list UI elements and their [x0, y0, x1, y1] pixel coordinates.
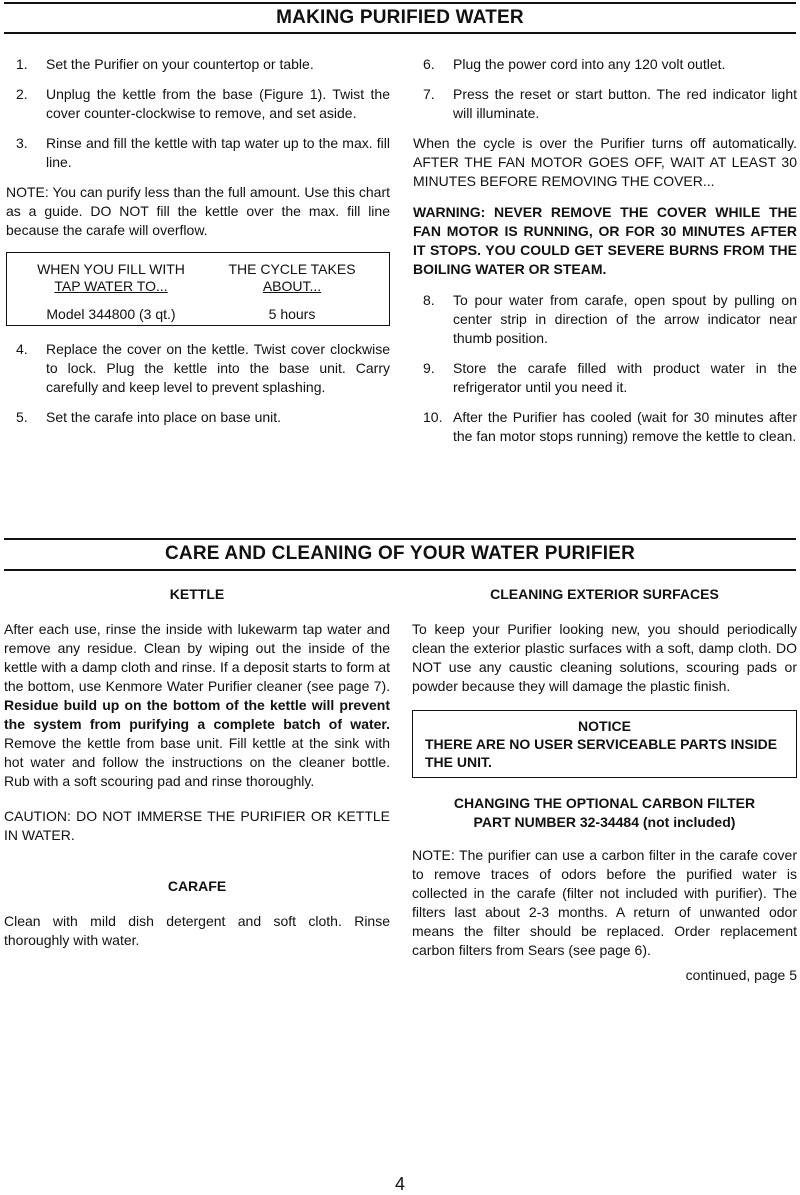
kettle-text: After each use, rinse the inside with lukewarm tap water and remove any residue. Clean by wiping out the inside of the kettle with a damp cloth and rinse. If a deposit starts to form at the bottom, use Kenmore Water Purifier cleaner (see page 7). [4, 621, 390, 694]
step-text: To pour water from carafe, open spout by pulling on center strip in direction of the arrow indicator near thumb position. [453, 292, 797, 346]
step-2 [6, 85, 390, 123]
step-number: 9. [423, 360, 435, 376]
step-7 [413, 85, 797, 123]
purify-left-column [6, 55, 390, 438]
fill-chart-header-row [17, 261, 379, 278]
title-rule [4, 32, 796, 34]
notice-box [412, 710, 797, 778]
section-title-care: CARE AND CLEANING OF YOUR WATER PURIFIER [165, 543, 635, 564]
kettle-text-2: Remove the kettle from base unit. Fill kettle at the sink with hot water and follow the instructions on the cleaner bottle. Rub with a soft scouring pad and rinse thoroughly. [4, 735, 390, 789]
fill-chart-time: 5 hours [268, 306, 316, 322]
purify-right-column [413, 55, 797, 457]
notice-title: NOTICE [578, 718, 631, 734]
step-number: 1. [16, 56, 28, 72]
fill-chart-data-row [17, 306, 379, 323]
section-title-purify: MAKING PURIFIED WATER [276, 7, 524, 28]
care-right-column [412, 585, 797, 985]
step-6 [413, 55, 797, 74]
fill-chart-header-row-2 [17, 278, 379, 295]
step-text: Set the carafe into place on base unit. [46, 409, 282, 425]
step-text: Set the Purifier on your countertop or table. [46, 56, 314, 72]
step-number: 2. [16, 86, 28, 102]
filter-text: NOTE: The purifier can use a carbon filter in the carafe cover to remove traces of odors before the purified water is collected in the carafe (filter not included with purifier). The filters last about 2-3 months. A return of unwanted odor means the filter should be replaced. Order replacement carbon filters from Sears (see page 6). [412, 847, 797, 958]
step-text: Store the carafe filled with product water in the refrigerator until you need it. [453, 360, 797, 395]
step-1 [6, 55, 390, 74]
exterior-heading: CLEANING EXTERIOR SURFACES [490, 586, 719, 602]
step-10 [413, 408, 797, 446]
exterior-text: To keep your Purifier looking new, you should periodically clean the exterior plastic surfaces with a soft, damp cloth. DO NOT use any caustic cleaning solutions, scouring pads or powder because they will damage the plastic finish. [412, 621, 797, 694]
step-9 [413, 359, 797, 397]
step-number: 7. [423, 86, 435, 102]
step-4 [6, 340, 390, 397]
kettle-heading: KETTLE [169, 586, 225, 602]
step-number: 8. [423, 292, 435, 308]
step-5 [6, 408, 390, 427]
fill-chart-head-1b: TAP WATER TO... [54, 278, 168, 294]
page-number: 4 [394, 1174, 405, 1194]
top-rule [4, 2, 796, 4]
step-text: Replace the cover on the kettle. Twist cover clockwise to lock. Plug the kettle into the base unit. Carry carefully and keep level to prevent splashing. [46, 341, 390, 395]
carafe-text: Clean with mild dish detergent and soft cloth. Rinse thoroughly with water. [4, 913, 390, 948]
care-left-column [4, 585, 390, 962]
step-text: Rinse and fill the kettle with tap water up to the max. fill line. [46, 135, 390, 170]
kettle-instructions [4, 620, 390, 791]
cycle-note: When the cycle is over the Purifier turns off automatically. AFTER THE FAN MOTOR GOES OFF, WAIT AT LEAST 30 MINUTES BEFORE REMOVING THE COVER... [413, 135, 797, 189]
step-text: Unplug the kettle from the base (Figure 1). Twist the cover counter-clockwise to remove, and set aside. [46, 86, 390, 121]
care-top-rule [4, 538, 796, 540]
immerse-caution: CAUTION: DO NOT IMMERSE THE PURIFIER OR KETTLE IN WATER. [4, 808, 390, 843]
step-number: 5. [16, 409, 28, 425]
step-text: Plug the power cord into any 120 volt outlet. [453, 56, 726, 72]
step-3 [6, 134, 390, 172]
fill-chart-head-2b: ABOUT... [262, 278, 322, 294]
fill-chart-head-2a: THE CYCLE TAKES [228, 261, 356, 277]
step-number: 3. [16, 135, 28, 151]
carafe-heading: CARAFE [167, 878, 227, 894]
step-number: 4. [16, 341, 28, 357]
fill-chart-head-1a: WHEN YOU FILL WITH [37, 261, 185, 277]
care-title-rule [4, 569, 796, 571]
notice-text: THERE ARE NO USER SERVICEABLE PARTS INSIDE THE UNIT. [425, 736, 778, 770]
step-8 [413, 291, 797, 348]
fill-chart-box [6, 252, 390, 326]
filter-heading: CHANGING THE OPTIONAL CARBON FILTER [453, 795, 756, 811]
continued-note: continued, page 5 [685, 967, 797, 983]
step-number: 10. [423, 409, 443, 425]
step-number: 6. [423, 56, 435, 72]
cover-warning: WARNING: NEVER REMOVE THE COVER WHILE THE FAN MOTOR IS RUNNING, OR FOR 30 MINUTES AFTER IT STOPS. YOU COULD GET SEVERE BURNS FROM THE BOILING WATER OR STEAM. [413, 204, 797, 277]
fill-chart-model: Model 344800 (3 qt.) [46, 306, 176, 322]
step-text: Press the reset or start button. The red indicator light will illuminate. [453, 86, 797, 121]
kettle-bold-text: Residue build up on the bottom of the kettle will prevent the system from purifying a complete batch of water. [4, 697, 390, 732]
fill-note: NOTE: You can purify less than the full amount. Use this chart as a guide. DO NOT fill the kettle over the max. fill line because the carafe will overflow. [6, 184, 390, 238]
filter-part-number: PART NUMBER 32-34484 (not included) [473, 814, 736, 830]
step-text: After the Purifier has cooled (wait for 30 minutes after the fan motor stops running) remove the kettle to clean. [453, 409, 797, 444]
